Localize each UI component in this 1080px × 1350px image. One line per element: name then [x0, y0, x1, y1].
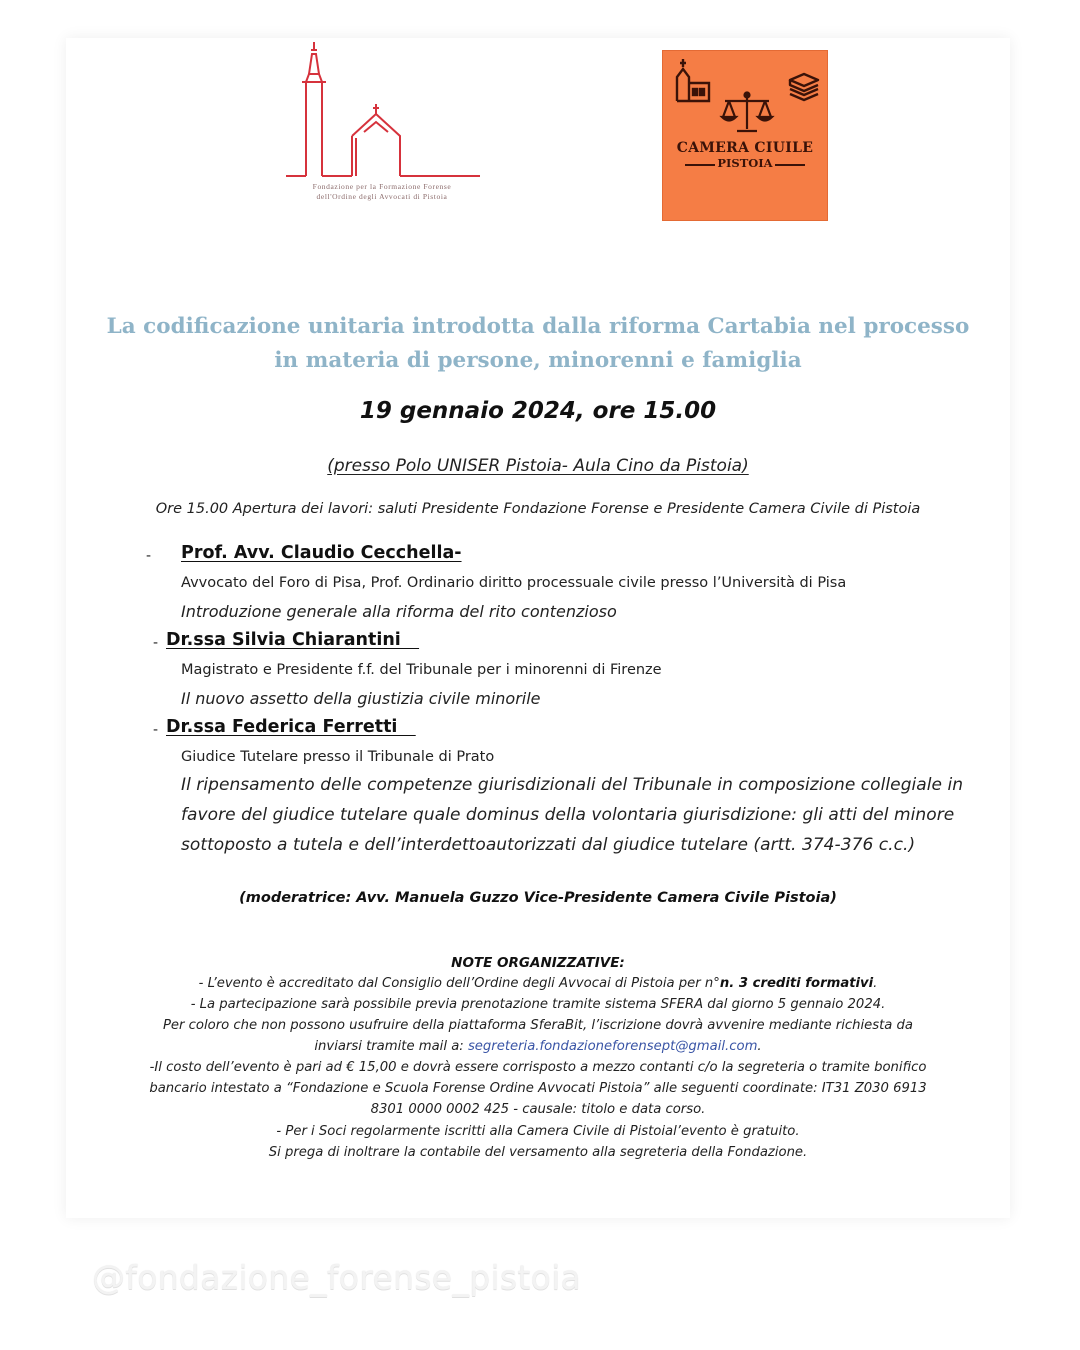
speaker-2-dash: -	[153, 635, 159, 651]
event-date: 19 gennaio 2024, ore 15.00	[359, 398, 717, 424]
note-alt-registration: Per coloro che non possono usufruire della piattaforma SferaBit, l’iscrizione dovrà avvenire mediante richiesta da	[162, 1018, 914, 1033]
speaker-2-name: Dr.ssa Silvia Chiarantini	[166, 630, 420, 650]
fondazione-caption-line2: dell'Ordine degli Avvocati di Pistoia	[316, 192, 448, 201]
note-booking: - La partecipazione sarà possibile previa prenotazione tramite sistema SFERA dal giorno 5 gennaio 2024.	[190, 997, 886, 1012]
speaker-3-talk-line1: Il ripensamento delle competenze giurisdizionali del Tribunale in composizione collegiale in	[181, 775, 964, 795]
event-title-line2: in materia di persone, minorenni e famiglia	[274, 348, 802, 373]
note-accreditation-text: - L’evento è accreditato dal Consiglio dell’Ordine degli Avvocai di Pistoia per n°	[198, 976, 720, 991]
notes-heading: NOTE ORGANIZZATIVE:	[451, 955, 625, 971]
speaker-3-talk-line2: favore del giudice tutelare quale dominus della volontaria giurisdizione: gli atti del minore	[181, 805, 955, 825]
speaker-2-role: Magistrato e Presidente f.f. del Tribunale per i minorenni di Firenze	[181, 662, 662, 678]
event-title-line1: La codificazione unitaria introdotta dalla riforma Cartabia nel processo	[106, 314, 970, 339]
speaker-1-role: Avvocato del Foro di Pisa, Prof. Ordinario diritto processuale civile presso l’Università di Pisa	[181, 575, 847, 591]
note-members-free: - Per i Soci regolarmente iscritti alla Camera Civile di Pistoial’evento è gratuito.	[276, 1124, 800, 1139]
note-email-label: inviarsi tramite mail a:	[314, 1039, 464, 1054]
speaker-1-talk: Introduzione generale alla riforma del rito contenzioso	[181, 602, 617, 621]
contact-email-link[interactable]: segreteria.fondazioneforensept@gmail.com	[467, 1039, 758, 1054]
church-icon	[673, 57, 713, 105]
tower-icon	[284, 40, 480, 200]
logo-rule-right	[775, 164, 805, 166]
note-email-end: .	[757, 1039, 762, 1054]
speaker-3-dash: -	[153, 722, 159, 738]
speaker-1-dash: -	[146, 548, 152, 564]
fondazione-logo	[284, 40, 480, 206]
moderator: (moderatrice: Avv. Manuela Guzzo Vice-Presidente Camera Civile Pistoia)	[239, 890, 837, 906]
opening-remarks: Ore 15.00 Apertura dei lavori: saluti Presidente Fondazione Forense e Presidente Camera Civile di Pistoia	[155, 501, 921, 517]
note-iban: 8301 0000 0002 425 - causale: titolo e data corso.	[370, 1102, 706, 1117]
scales-of-justice-icon	[719, 91, 775, 135]
camera-civile-logo	[662, 50, 828, 221]
note-email-line	[66, 1039, 1010, 1054]
fondazione-caption-line1: Fondazione per la Formazione Forense	[312, 182, 452, 191]
speaker-3-role: Giudice Tutelare presso il Tribunale di Prato	[181, 749, 495, 765]
event-flyer	[66, 38, 1010, 1218]
note-bank: bancario intestato a “Fondazione e Scuola Forense Ordine Avvocati Pistoia” alle seguenti coordinate: IT31 Z030 6913	[149, 1081, 927, 1096]
speaker-3-talk-line3: sottoposto a tutela e dell’interdettoautorizzati dal giudice tutelare (artt. 374-376 c.c.)	[181, 835, 916, 855]
camera-civile-city: PISTOIA	[717, 156, 773, 170]
event-venue-text: (presso Polo UNISER Pistoia- Aula Cino da Pistoia)	[327, 456, 749, 476]
note-receipt: Si prega di inoltrare la contabile del versamento alla segreteria della Fondazione.	[268, 1145, 808, 1160]
speaker-1-name: Prof. Avv. Claudio Cecchella-	[181, 543, 462, 563]
speaker-2-talk: Il nuovo assetto della giustizia civile minorile	[181, 689, 541, 708]
watermark: @fondazione_forense_pistoia	[92, 1258, 582, 1297]
note-accreditation	[66, 976, 1010, 991]
camera-civile-name: CAMERA CIUILE	[676, 140, 814, 156]
note-accreditation-end: .	[873, 976, 878, 991]
note-cost: -Il costo dell’evento è pari ad € 15,00 e dovrà essere corrisposto a mezzo contanti c/o la segreteria o tramite bonifico	[149, 1060, 927, 1075]
event-venue	[66, 456, 1010, 476]
speaker-3-name: Dr.ssa Federica Ferretti	[166, 717, 416, 737]
note-credits: n. 3 crediti formativi	[719, 976, 874, 991]
books-icon	[787, 71, 821, 105]
